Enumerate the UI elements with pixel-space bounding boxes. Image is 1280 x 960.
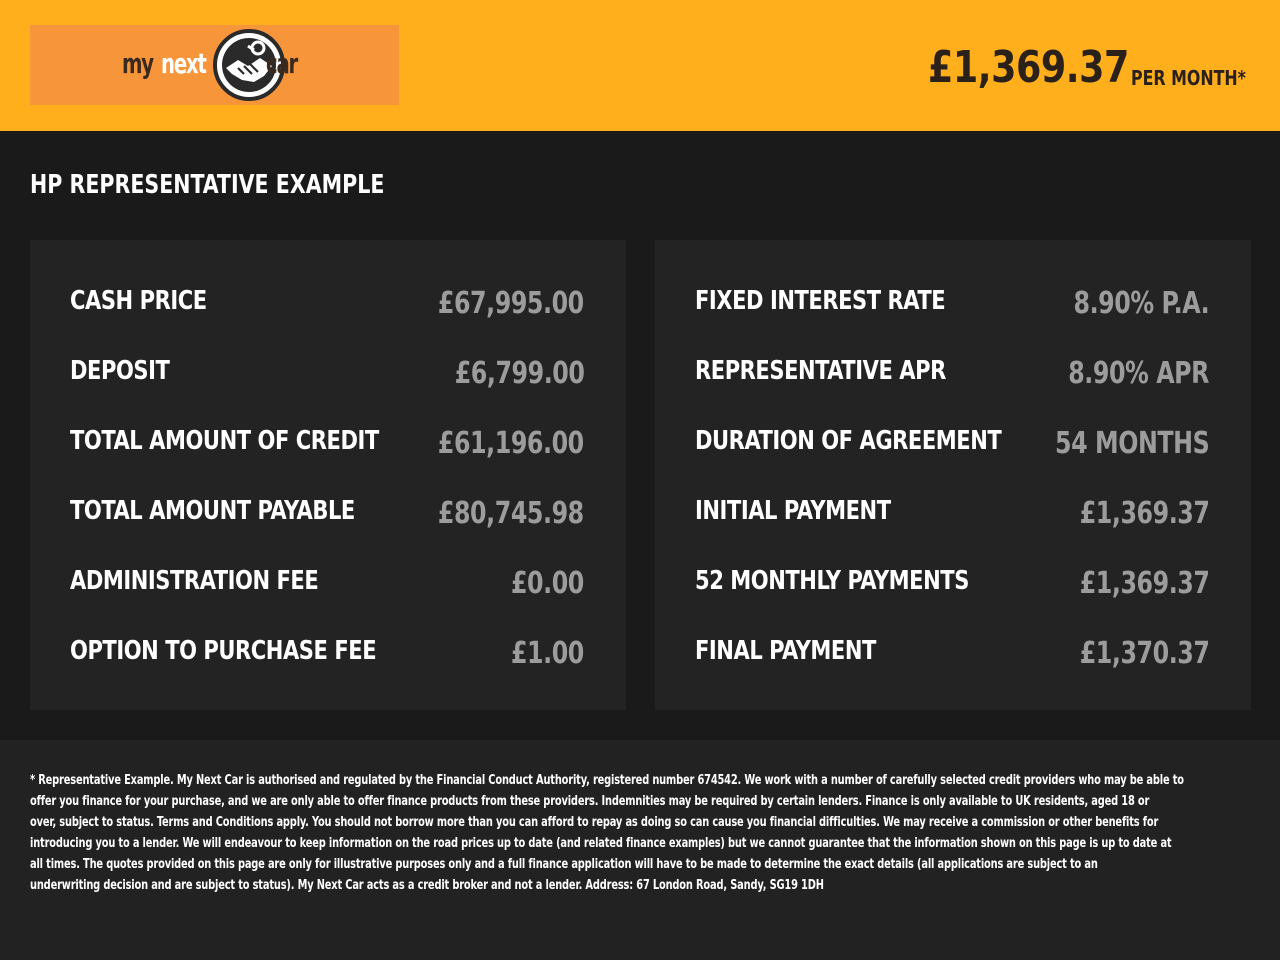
- row-value: £61,196.00: [438, 426, 584, 461]
- row-value: 54 MONTHS: [1054, 426, 1209, 461]
- monthly-price: £1,369.37: [928, 42, 1129, 93]
- section-title: HP REPRESENTATIVE EXAMPLE: [30, 170, 385, 200]
- row-label: REPRESENTATIVE APR: [695, 356, 946, 386]
- row-value: £1,369.37: [1079, 496, 1209, 531]
- row-label: OPTION TO PURCHASE FEE: [70, 636, 377, 666]
- row-value: £67,995.00: [438, 286, 584, 321]
- row-value: £0.00: [511, 566, 584, 601]
- finance-row: [695, 496, 1209, 546]
- row-label: FINAL PAYMENT: [695, 636, 876, 666]
- row-label: 52 MONTHLY PAYMENTS: [695, 566, 969, 596]
- finance-row: [695, 566, 1209, 616]
- header-bar: [0, 0, 1280, 131]
- row-value: £1,369.37: [1079, 566, 1209, 601]
- mynextcar-logo[interactable]: [30, 25, 399, 105]
- row-label: ADMINISTRATION FEE: [70, 566, 319, 596]
- logo-text-car: car: [266, 47, 298, 80]
- row-label: INITIAL PAYMENT: [695, 496, 891, 526]
- finance-details-right-panel: [655, 240, 1251, 710]
- disclaimer-line: all times. The quotes provided on this page are only for illustrative purposes only and a full finance application will have to be made to determine the exact details (all applications are subject to an: [30, 856, 1098, 872]
- row-value: £1.00: [511, 636, 584, 671]
- row-label: DURATION OF AGREEMENT: [695, 426, 1002, 456]
- finance-row: [695, 286, 1209, 336]
- disclaimer-line: introducing you to a lender. We will endeavour to keep information on the road prices up to date (and related finance examples) but we cannot guarantee that the information shown on this page is up to date at: [30, 835, 1172, 851]
- row-value: £80,745.98: [438, 496, 584, 531]
- finance-details-left-panel: [30, 240, 626, 710]
- row-label: TOTAL AMOUNT OF CREDIT: [70, 426, 379, 456]
- finance-row: [70, 426, 584, 476]
- row-label: TOTAL AMOUNT PAYABLE: [70, 496, 355, 526]
- finance-row: [70, 636, 584, 686]
- disclaimer-footer: [0, 740, 1280, 960]
- row-value: 8.90% P.A.: [1073, 286, 1209, 321]
- row-value: 8.90% APR: [1068, 356, 1209, 391]
- disclaimer-line: offer you finance for your purchase, and we are only able to offer finance products from these providers. Indemnities may be required by certain lenders. Finance is only available to UK residents, aged 18 or: [30, 793, 1150, 809]
- disclaimer-text: [30, 770, 1184, 896]
- row-value: £6,799.00: [454, 356, 584, 391]
- finance-row: [70, 286, 584, 336]
- finance-row: [695, 636, 1209, 686]
- row-label: DEPOSIT: [70, 356, 170, 386]
- logo-text-my: my: [122, 47, 153, 80]
- monthly-price-suffix: PER MONTH*: [1131, 66, 1246, 90]
- row-label: FIXED INTEREST RATE: [695, 286, 946, 316]
- finance-row: [695, 356, 1209, 406]
- disclaimer-line: underwriting decision and are subject to status). My Next Car acts as a credit broker and not a lender. Address: 67 London Road, Sandy, SG19 1DH: [30, 877, 824, 893]
- logo-text-next: next: [161, 47, 206, 80]
- disclaimer-line: over, subject to status. Terms and Conditions apply. You should not borrow more than you can afford to repay as doing so can cause you financial difficulties. We may receive a commission or other benefits for: [30, 814, 1159, 830]
- finance-row: [70, 356, 584, 406]
- row-label: CASH PRICE: [70, 286, 207, 316]
- finance-row: [695, 426, 1209, 476]
- row-value: £1,370.37: [1079, 636, 1209, 671]
- finance-row: [70, 566, 584, 616]
- finance-row: [70, 496, 584, 546]
- disclaimer-line: * Representative Example. My Next Car is authorised and regulated by the Financial Conduct Authority, registered number 674542. We work with a number of carefully selected credit providers who may be able to: [30, 772, 1184, 788]
